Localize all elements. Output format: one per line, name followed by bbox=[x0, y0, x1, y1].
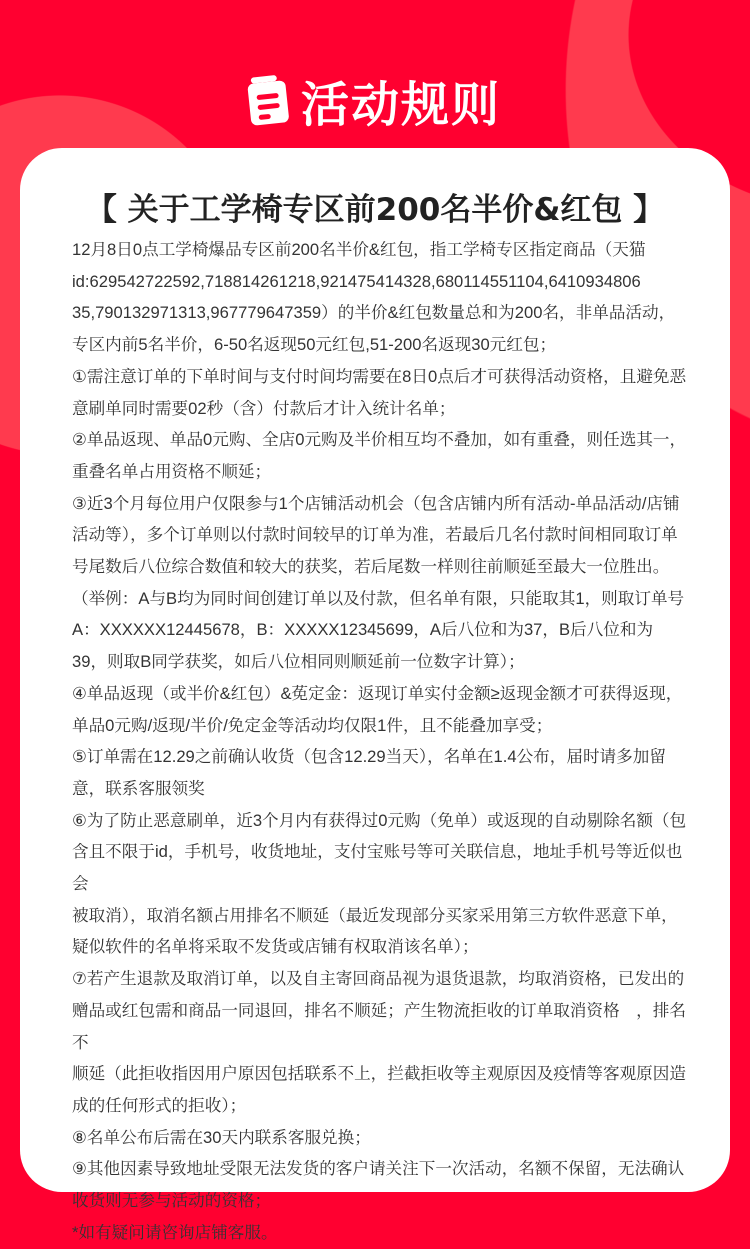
rules-line: *如有疑问请咨询店铺客服。 bbox=[72, 1222, 278, 1242]
rules-line: 顺延（此拒收指因用户原因包括联系不上，拦截拒收等主观原因及疫情等客观原因造 bbox=[72, 1064, 686, 1084]
rules-line: 专区内前5名半价，6-50名返现50元红包,51-200名返现30元红包； bbox=[72, 335, 557, 355]
rules-line: 35,790132971313,967779647359）的半价&红包数量总和为200名，非单品活动， bbox=[72, 303, 676, 323]
rules-line: （举例：A与B均为同时间创建订单以及付款，但名单有限，只能取其1，则取订单号 bbox=[72, 588, 685, 608]
rules-line: 赠品或红包需和商品一同退回，排名不顺延；产生物流拒收的订单取消资格 ，排名不 bbox=[72, 1000, 686, 1052]
rules-line: ⑨其他因素导致地址受限无法发货的客户请关注下一次活动，名额不保留，无法确认 bbox=[72, 1159, 685, 1179]
rules-heading: 【 关于工学椅专区前200名半价&红包 】 bbox=[85, 192, 665, 228]
rules-line: 活动等），多个订单则以付款时间较早的订单为准，若最后几名付款时间相同取订单 bbox=[72, 525, 678, 545]
rules-line: A：XXXXXX12445678，B：XXXXX12345699，A后八位和为37，B后八位和为 bbox=[72, 620, 654, 640]
rules-line: 收货则无参与活动的资格； bbox=[72, 1191, 272, 1211]
rules-line: 单品0元购/返现/半价/免定金等活动均仅限1件，且不能叠加享受； bbox=[72, 715, 553, 735]
rules-card bbox=[20, 148, 730, 1242]
rules-line: id:629542722592,718814261218,921475414328,680114551104,6410934806 bbox=[72, 271, 641, 291]
rules-line: 意刷单同时需要02秒（含）付款后才计入统计名单； bbox=[72, 398, 456, 418]
rules-line: ①需注意订单的下单时间与支付时间均需要在8日0点后才可获得活动资格，且避免恶 bbox=[72, 366, 687, 386]
rules-line: ⑧名单公布后需在30天内联系客服兑换； bbox=[72, 1127, 371, 1147]
rules-line: 39，则取B同学获奖，如后八位相同则顺延前一位数字计算）； bbox=[72, 652, 525, 672]
rules-line: 号尾数后八位综合数值和较大的获奖，若后尾数一样则往前顺延至最大一位胜出。 bbox=[72, 557, 670, 577]
rules-line: ②单品返现、单品0元购、全店0元购及半价相互均不叠加，如有重叠，则任选其一， bbox=[72, 430, 687, 450]
rules-line: 被取消），取消名额占用排名不顺延（最近发现部分买家采用第三方软件恶意下单， bbox=[72, 905, 678, 925]
document-icon bbox=[247, 74, 290, 126]
rules-line: 疑似软件的名单将采取不发货或店铺有权取消该名单）； bbox=[72, 937, 479, 957]
rules-line: 12月8日0点工学椅爆品专区前200名半价&红包，指工学椅专区指定商品（天猫 bbox=[72, 240, 646, 259]
page-title: 活动规则 bbox=[300, 76, 501, 133]
rules-line: ③近3个月每位用户仅限参与1个店铺活动机会（包含店铺内所有活动-单品活动/店铺 bbox=[72, 493, 680, 513]
page-header bbox=[0, 60, 750, 140]
rules-line: 含且不限于id，手机号，收货地址，支付宝账号等可关联信息，地址手机号等近似也会 bbox=[72, 842, 683, 894]
rules-line: ⑤订单需在12.29之前确认收货（包含12.29当天），名单在1.4公布，届时请多加留 bbox=[72, 747, 666, 767]
rules-line: ⑥为了防止恶意刷单，近3个月内有获得过0元购（免单）或返现的自动剔除名额（包 bbox=[72, 810, 687, 830]
rules-line: 重叠名单占用资格不顺延； bbox=[72, 461, 272, 481]
rules-content bbox=[72, 234, 698, 1249]
rules-line: ⑦若产生退款及取消订单，以及自主寄回商品视为退货退款，均取消资格，已发出的 bbox=[72, 969, 685, 989]
rules-line: 意，联系客服领奖 bbox=[72, 778, 205, 798]
rules-line: ④单品返现（或半价&红包）&莬定金：返现订单实付金额≥返现金额才可获得返现， bbox=[72, 683, 683, 703]
rules-line: 成的任何形式的拒收）； bbox=[72, 1095, 247, 1115]
